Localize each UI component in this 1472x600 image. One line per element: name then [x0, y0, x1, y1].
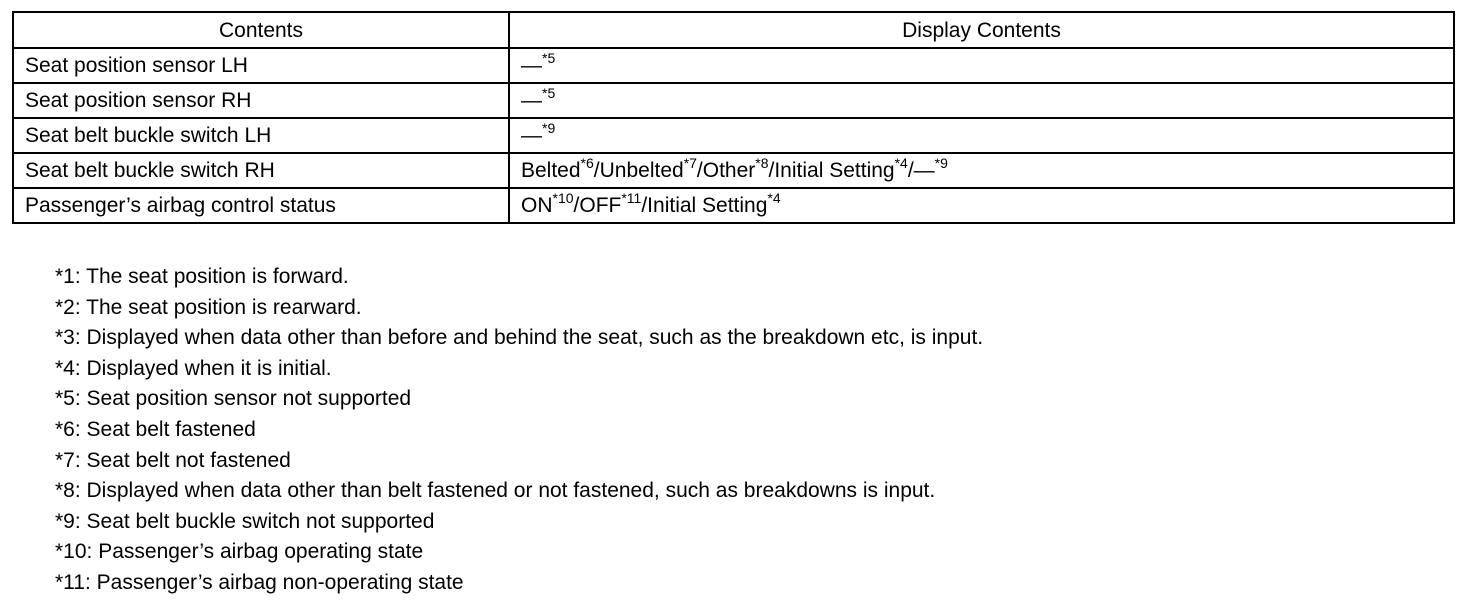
display-text: Belted [521, 159, 581, 182]
row-contents: Seat belt buckle switch LH [13, 118, 509, 153]
row-display-contents [509, 118, 1454, 153]
display-text: /OFF [573, 194, 622, 217]
display-text: — [521, 89, 542, 112]
display-contents-table [12, 11, 1455, 224]
footnote: *2: The seat position is rearward. [55, 295, 362, 319]
display-text: /Other [696, 159, 756, 182]
footnote-ref: *5 [542, 85, 556, 101]
footnote: *10: Passenger’s airbag operating state [55, 540, 424, 564]
table-header-row [13, 12, 1454, 48]
display-text: ON [521, 194, 553, 217]
footnote-ref: *5 [542, 50, 556, 66]
footnote-ref: *4 [767, 190, 781, 206]
footnote-ref: *9 [934, 155, 948, 171]
display-text: /Unbelted [593, 159, 684, 182]
row-contents: Seat position sensor LH [13, 48, 509, 83]
footnote: *6: Seat belt fastened [55, 417, 256, 441]
display-text: /— [907, 159, 935, 182]
row-display-contents [509, 153, 1454, 188]
footnote: *1: The seat position is forward. [55, 265, 349, 288]
table-row [13, 118, 1454, 153]
footnote-ref: *6 [580, 155, 594, 171]
row-contents: Passenger’s airbag control status [13, 188, 509, 223]
table-row [13, 83, 1454, 118]
footnote: *8: Displayed when data other than belt fastened or not fastened, such as breakdowns is input. [55, 479, 936, 503]
footnotes [55, 262, 983, 599]
footnote-ref: *8 [755, 155, 769, 171]
footnote: *4: Displayed when it is initial. [55, 356, 332, 380]
footnote: *5: Seat position sensor not supported [55, 387, 412, 411]
footnote-ref: *7 [683, 155, 697, 171]
row-display-contents [509, 48, 1454, 83]
footnote: *7: Seat belt not fastened [55, 448, 291, 472]
header-contents: Contents [13, 12, 509, 48]
row-contents: Seat position sensor RH [13, 83, 509, 118]
table-row [13, 188, 1454, 223]
footnote-ref: *11 [621, 190, 642, 206]
row-display-contents [509, 188, 1454, 223]
footnote-ref: *4 [894, 155, 908, 171]
row-display-contents [509, 83, 1454, 118]
display-text: — [521, 124, 542, 147]
row-contents: Seat belt buckle switch RH [13, 153, 509, 188]
table-row [13, 48, 1454, 83]
footnote-ref: *9 [542, 120, 556, 136]
footnote: *11: Passenger’s airbag non-operating state [55, 570, 464, 594]
footnote: *9: Seat belt buckle switch not supported [55, 509, 435, 533]
display-text: /Initial Setting [768, 159, 895, 182]
display-text: /Initial Setting [641, 194, 768, 217]
display-text: — [521, 54, 542, 77]
header-display-contents: Display Contents [509, 12, 1454, 48]
footnote-ref: *10 [552, 190, 574, 206]
footnote: *3: Displayed when data other than before and behind the seat, such as the breakdown etc, is input. [55, 326, 984, 350]
table-row [13, 153, 1454, 188]
